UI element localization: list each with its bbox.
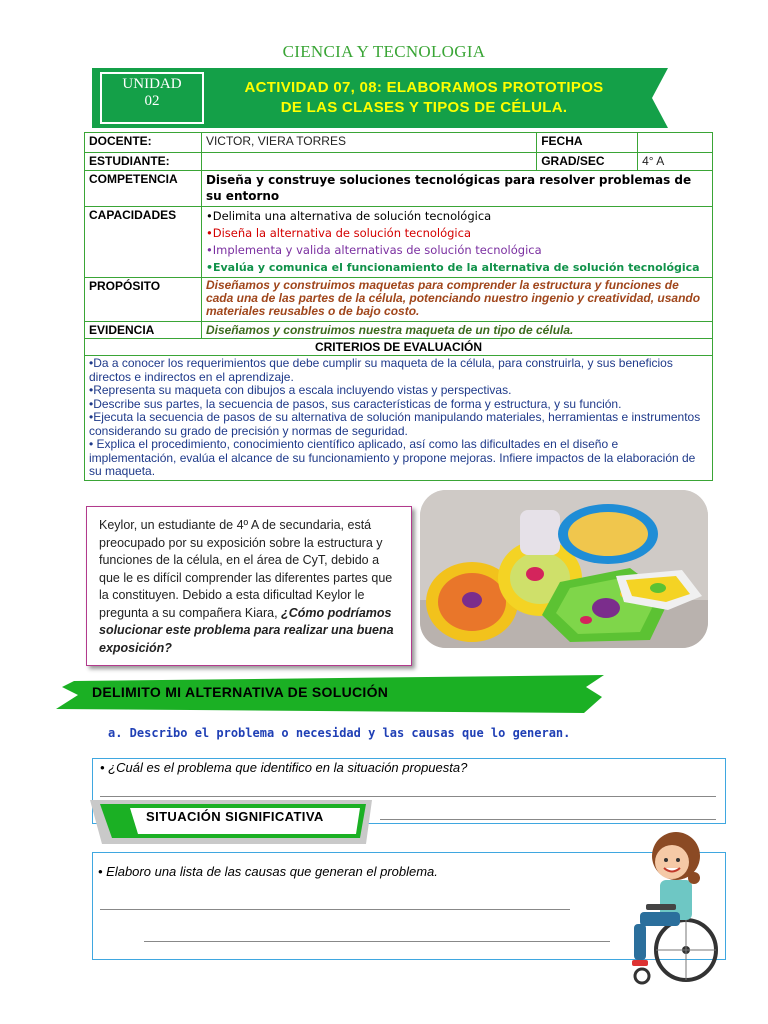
story-text: Keylor, un estudiante de 4º A de secundaria, está preocupado por su exposición sobre la estructura y funciones de la célula, en el área de CyT, debido a que le es difícil comprender las diferentes partes que la constituyen. Debido a esta dificultad Keylor le pregunta a su compañera Kiara, xyxy=(99,518,393,620)
criterios-heading: CRITERIOS DE EVALUACIÓN xyxy=(85,339,713,356)
docente-label: DOCENTE: xyxy=(85,133,202,153)
situation-story-box xyxy=(86,506,412,666)
evidencia-value: Diseñamos y construimos nuestra maqueta de un tipo de célula. xyxy=(201,322,712,339)
fecha-value[interactable] xyxy=(638,133,713,153)
unit-label: UNIDAD xyxy=(122,76,182,92)
item-a-instruction: a. Describo el problema o necesidad y las causas que lo generan. xyxy=(108,726,571,740)
question-problem: • ¿Cuál es el problema que identifico en la situación propuesta? xyxy=(100,760,468,775)
competencia-value: Diseña y construye soluciones tecnológicas para resolver problemas de su entorno xyxy=(201,171,712,207)
criterios-list xyxy=(85,356,713,481)
activity-title-line2: DE LAS CLASES Y TIPOS DE CÉLULA. xyxy=(280,99,568,116)
subject-heading: CIENCIA Y TECNOLOGIA xyxy=(282,42,486,61)
section-title: DELIMITO MI ALTERNATIVA DE SOLUCIÓN xyxy=(92,684,389,700)
proposito-value: Diseñamos y construimos maquetas para comprender la estructura y funciones de cada una de las partes de la célula, potenciando nuestro ingenio y creatividad, usando materiales reusables o de bajo costo. xyxy=(201,278,712,322)
activity-banner xyxy=(92,68,668,128)
info-table xyxy=(84,132,713,481)
capacidades-list xyxy=(201,207,712,278)
criterio-item: •Ejecuta la secuencia de pasos de su alternativa de solución manipulando materiales, herramientas e instrumentos considerando su grado de precisión y normas de seguridad. xyxy=(89,410,701,438)
unit-badge xyxy=(100,72,204,124)
girl-wheelchair-illustration xyxy=(620,820,730,988)
cell-models-photo xyxy=(420,490,708,648)
answer-line[interactable] xyxy=(100,909,570,910)
answer-line[interactable] xyxy=(100,796,716,797)
criterio-item: • Explica el procedimiento, conocimiento científico aplicado, así como las dificultades en el diseño e implementación, evalúa el alcance de su funcionamiento y propone mejoras. Infiere impactos de la elaboración de su maqueta. xyxy=(89,437,696,478)
docente-value: VICTOR, VIERA TORRES xyxy=(201,133,536,153)
proposito-label: PROPÓSITO xyxy=(85,278,202,322)
gradsec-label: GRAD/SEC xyxy=(537,153,638,171)
criterio-item: •Representa su maqueta con dibujos a escala incluyendo vistas y perspectivas. xyxy=(89,383,512,397)
competencia-label: COMPETENCIA xyxy=(85,171,202,207)
capacidad-item: •Delimita una alternativa de solución tecnológica xyxy=(205,209,492,223)
estudiante-value[interactable] xyxy=(201,153,536,171)
activity-title-line1: ACTIVIDAD 07, 08: ELABORAMOS PROTOTIPOS xyxy=(244,79,604,96)
activity-title xyxy=(214,78,634,118)
unit-number: 02 xyxy=(144,93,160,109)
fecha-label: FECHA xyxy=(537,133,638,153)
criterio-item: •Da a conocer los requerimientos que debe cumplir su maqueta de la célula, para construirla, y sus beneficios directos e indirectos en el aprendizaje. xyxy=(89,356,673,384)
capacidad-item: •Implementa y valida alternativas de solución tecnológica xyxy=(205,243,542,257)
estudiante-label: ESTUDIANTE: xyxy=(85,153,202,171)
evidencia-label: EVIDENCIA xyxy=(85,322,202,339)
answer-line[interactable] xyxy=(144,941,610,942)
capacidad-item: •Diseña la alternativa de solución tecnológica xyxy=(205,226,471,240)
question-causes: • Elaboro una lista de las causas que generan el problema. xyxy=(98,864,438,879)
situacion-significativa-label: SITUACIÓN SIGNIFICATIVA xyxy=(146,809,324,824)
gradsec-value: 4° A xyxy=(638,153,713,171)
capacidad-item: •Evalúa y comunica el funcionamiento de la alternativa de solución tecnológica xyxy=(205,261,700,274)
capacidades-label: CAPACIDADES xyxy=(85,207,202,278)
criterio-item: •Describe sus partes, la secuencia de pasos, sus características de forma y estructura, y su función. xyxy=(89,396,622,411)
story-question: ¿Cómo podríamos solucionar este problema para realizar una buena exposición? xyxy=(99,605,394,655)
